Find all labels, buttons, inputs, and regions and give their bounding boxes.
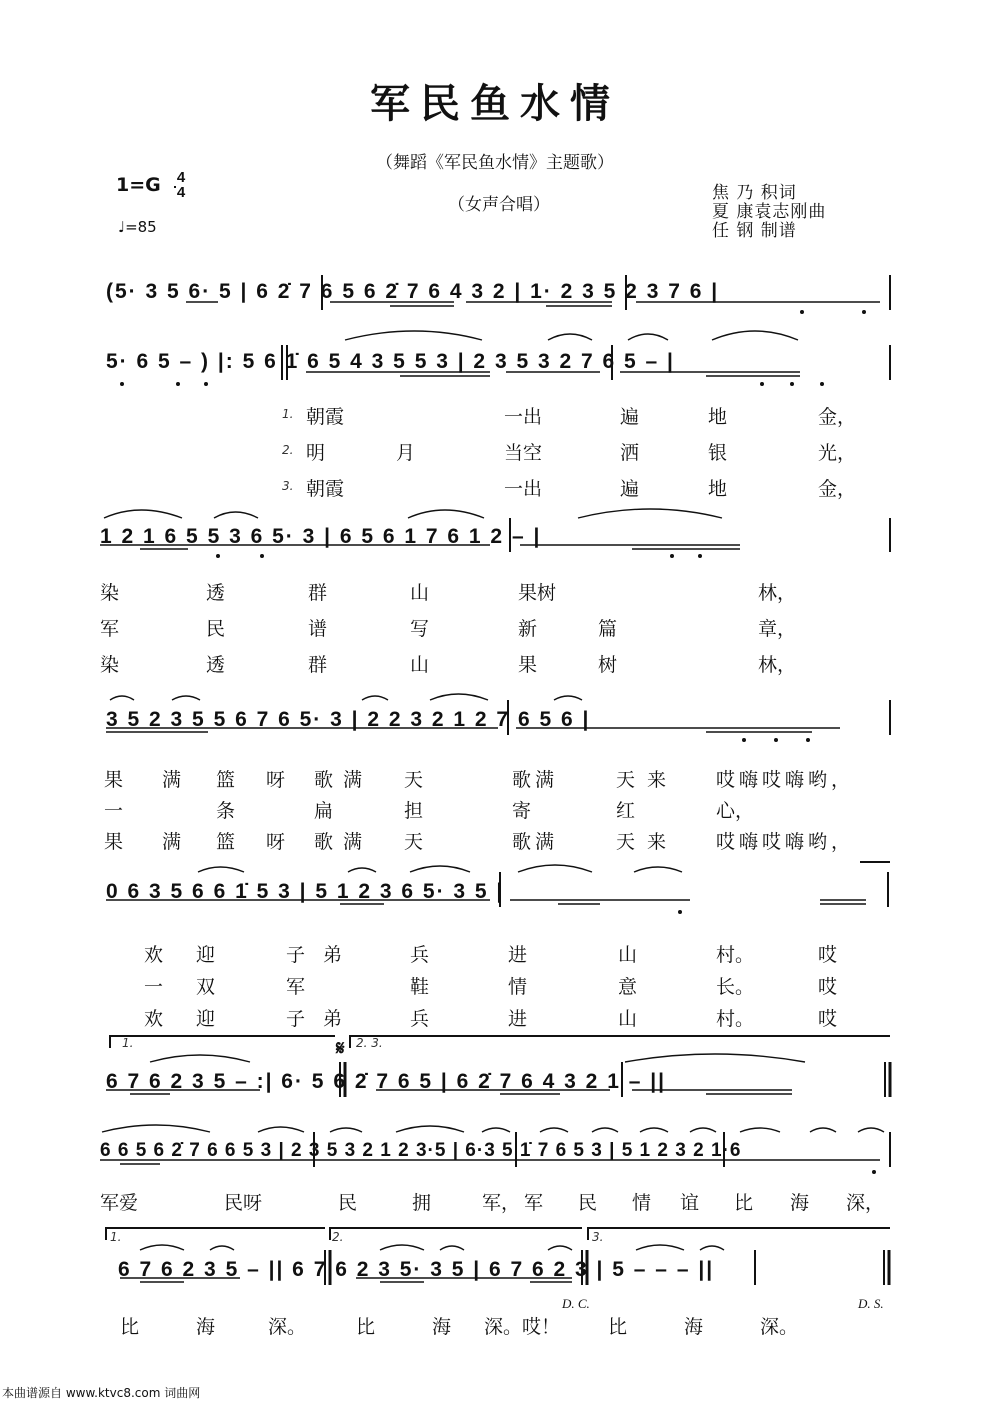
lyric-syllable: 进 [508,944,528,966]
lyric-syllable: 朝霞 [306,406,345,428]
da-capo-mark: D. C. [562,1296,590,1311]
lyric-syllable: 1. [282,407,294,421]
lyric-syllable: 兵 [410,1008,430,1030]
lyric-syllable: 当空 [504,442,543,464]
lyric-syllable: 长。 [716,976,755,998]
lyric-syllable: 歌满 [314,831,373,853]
lyric-syllable: 2. [282,443,294,457]
lyric-syllable: 地 [708,478,728,500]
lyric-syllable: 海 [790,1192,810,1214]
lyric-syllable: 果 [518,654,538,676]
lyric-syllable: 欢 [144,944,164,966]
lyric-syllable: 民 [206,618,226,640]
lyric-syllable: 一出 [504,406,543,428]
lyric-syllable: 比 [734,1192,754,1214]
lyric-syllable: 群 [308,654,328,676]
lyric-syllable: 哎嗨哎嗨哟， [716,769,855,791]
lyric-syllable: 情 [632,1192,652,1214]
lyric-syllable: 红 [616,800,636,822]
lyric-syllable: 天 [404,769,424,791]
volta-ending-2: 2. [332,1230,344,1244]
lyric-syllable: 深。哎！ [484,1316,561,1338]
time-top: 4 [176,169,186,186]
lyric-syllable: 遍 [620,478,640,500]
lyric-syllable: 朝霞 [306,478,345,500]
credit-lyrics: 焦 乃 积词 [712,183,797,203]
lyric-syllable: 哎 [818,976,838,998]
lyric-syllable: 哎嗨哎嗨哟， [716,831,855,853]
subtitle: （舞蹈《军民鱼水情》主题歌） [376,153,614,173]
lyric-syllable: 果树 [518,582,557,604]
lyric-syllable: 天 [404,831,424,853]
lyric-syllable: 篮 [216,831,236,853]
lyric-syllable: 比 [120,1316,140,1338]
lyric-syllable: 海 [432,1316,452,1338]
lyric-syllable: 民呀 [224,1192,263,1214]
lyric-syllable: 民 [578,1192,598,1214]
lyric-syllable: 山 [618,1008,638,1030]
segno-sign: 𝄋 [336,1036,345,1060]
lyric-syllable: 山 [410,654,430,676]
lyric-syllable: 林， [758,582,797,604]
notation-row-2: 5· 6 5 – ) |: 5 6 1̇ 6 5 4 3 5 5 3 | 2 3 5 3 2 7 6 5 – | [106,350,675,373]
lyric-syllable: 海 [684,1316,704,1338]
lyric-syllable: 满 [162,769,182,791]
lyric-syllable: 民 [338,1192,358,1214]
lyric-syllable: 子弟 [286,944,361,966]
lyric-syllable: 天来 [616,769,679,791]
lyric-syllable: 篇 [598,618,618,640]
notation-row-1: (5· 3 5 6· 5 | 6 2̇ 7 6 5 6 2̇ 7 6 4 3 2 | 1· 2 3 5 2 3 7 6 | [106,280,720,303]
performance-note: （女声合唱） [448,195,550,215]
lyric-syllable: 新 [518,618,538,640]
credit-arranger: 任 钢 制谱 [712,221,797,241]
lyric-syllable: 歌满 [314,769,373,791]
volta-second: 2. 3. [356,1036,383,1050]
lyric-syllable: 迎 [196,944,216,966]
source-footer: 本曲谱源自 www.ktvc8.com 词曲网 [2,1386,201,1400]
lyric-syllable: 歌满 [512,769,559,791]
lyric-syllable: 金， [818,478,857,500]
lyric-syllable: 村。 [716,944,755,966]
lyric-syllable: 军爱 [100,1192,139,1214]
tempo-mark: ♩=85 [118,218,157,236]
lyric-syllable: 一 [144,976,164,998]
volta-ending-3: 3. [592,1230,604,1244]
lyric-syllable: 拥 [412,1192,432,1214]
lyric-syllable: 银 [708,442,728,464]
lyric-syllable: 果 [104,769,124,791]
lyric-syllable: 军 [100,618,120,640]
lyric-syllable: 进 [508,1008,528,1030]
lyric-syllable: 深。 [760,1316,799,1338]
lyric-syllable: 村。 [716,1008,755,1030]
lyric-syllable: 光， [818,442,857,464]
lyric-syllable: 染 [100,582,120,604]
lyric-syllable: 天来 [616,831,679,853]
lyric-syllable: 谱 [308,618,328,640]
key-signature: 1=G [116,174,161,196]
lyric-syllable: 歌满 [512,831,559,853]
notation-row-4: 3 5 2 3 5 5 6 7 6 5· 3 | 2 2 3 2 1 2 7 6 5 6 | [106,708,591,731]
lyric-syllable: 寄 [512,800,532,822]
lyric-syllable: 地 [708,406,728,428]
notation-row-3: 1 2 1 6 5 5 3 6 5· 3 | 6 5 6 1 7 6 1 2 – | [100,525,542,548]
lyric-syllable: 深。 [268,1316,307,1338]
lyric-syllable: 山 [618,944,638,966]
lyric-syllable: 月 [396,442,416,464]
lyric-syllable: 兵 [410,944,430,966]
notation-row-7: 6 6 5 6 2̇ 7 6 6 5 3 | 2 3 5 3 2 1 2 3·5 | 6·3 5 1̇ 7 6 5 3 | 5 1 2 3 2 1·6 [100,1140,742,1161]
dal-segno-mark: D. S. [858,1296,884,1311]
lyric-syllable: 染 [100,654,120,676]
lyric-syllable: 双 [196,976,216,998]
lyric-syllable: 扁 [314,800,334,822]
time-bottom: 4 [176,184,186,201]
volta-first: 1. [122,1036,134,1050]
lyric-syllable: 军 [286,976,306,998]
volta-ending-1: 1. [110,1230,122,1244]
lyric-syllable: 情 [508,976,528,998]
lyric-syllable: 群 [308,582,328,604]
lyric-syllable: 欢 [144,1008,164,1030]
lyric-syllable: 军 [524,1192,544,1214]
notation-row-8: 6 7 6 2 3 5 – || 6 7 6 2 3 5· 3 5 | 6 7 6 2 3 | 5 – – – || [118,1258,715,1281]
lyric-syllable: 洒 [620,442,640,464]
lyric-syllable: 篮 [216,769,236,791]
lyric-syllable: 意 [618,976,638,998]
lyric-syllable: 果 [104,831,124,853]
lyric-syllable: 写 [410,618,430,640]
lyric-syllable: 透 [206,654,226,676]
lyric-syllable: 呀 [266,769,286,791]
lyric-syllable: 深， [846,1192,885,1214]
lyric-syllable: 一 [104,800,124,822]
credit-music: 夏 康袁志刚曲 [712,202,827,222]
lyric-syllable: 树 [598,654,618,676]
lyric-syllable: 比 [608,1316,628,1338]
lyric-syllable: 3. [282,479,294,493]
lyric-syllable: 明 [306,442,326,464]
lyric-syllable: 比 [356,1316,376,1338]
lyric-syllable: 鞋 [410,976,430,998]
lyric-syllable: 山 [410,582,430,604]
song-title: 军民鱼水情 [370,80,620,127]
lyric-syllable: 章， [758,618,797,640]
lyric-syllable: 子弟 [286,1008,361,1030]
lyric-syllable: 金， [818,406,857,428]
lyric-syllable: 呀 [266,831,286,853]
lyric-syllable: 哎 [818,944,838,966]
lyric-syllable: 满 [162,831,182,853]
lyric-syllable: 谊 [680,1192,700,1214]
lyric-syllable: 透 [206,582,226,604]
lyric-syllable: 担 [404,800,424,822]
lyric-syllable: 林， [758,654,797,676]
notation-row-6: 6 7 6 2 3 5 – :| 6· 5 6 2̇ 7 6 5 | 6 2̇ 7 6 4 3 2 1 – || [106,1070,666,1093]
lyric-syllable: 迎 [196,1008,216,1030]
lyric-syllable: 条 [216,800,236,822]
lyric-syllable: 海 [196,1316,216,1338]
lyric-syllable: 一出 [504,478,543,500]
lyric-syllable: 军， [482,1192,521,1214]
lyric-syllable: 心， [716,800,755,822]
lyric-syllable: 遍 [620,406,640,428]
lyric-syllable: 哎 [818,1008,838,1030]
notation-row-5: 0 6 3 5 6 6 1̇ 5 3 | 5 1 2 3 6 5· 3 5 | [106,880,505,903]
